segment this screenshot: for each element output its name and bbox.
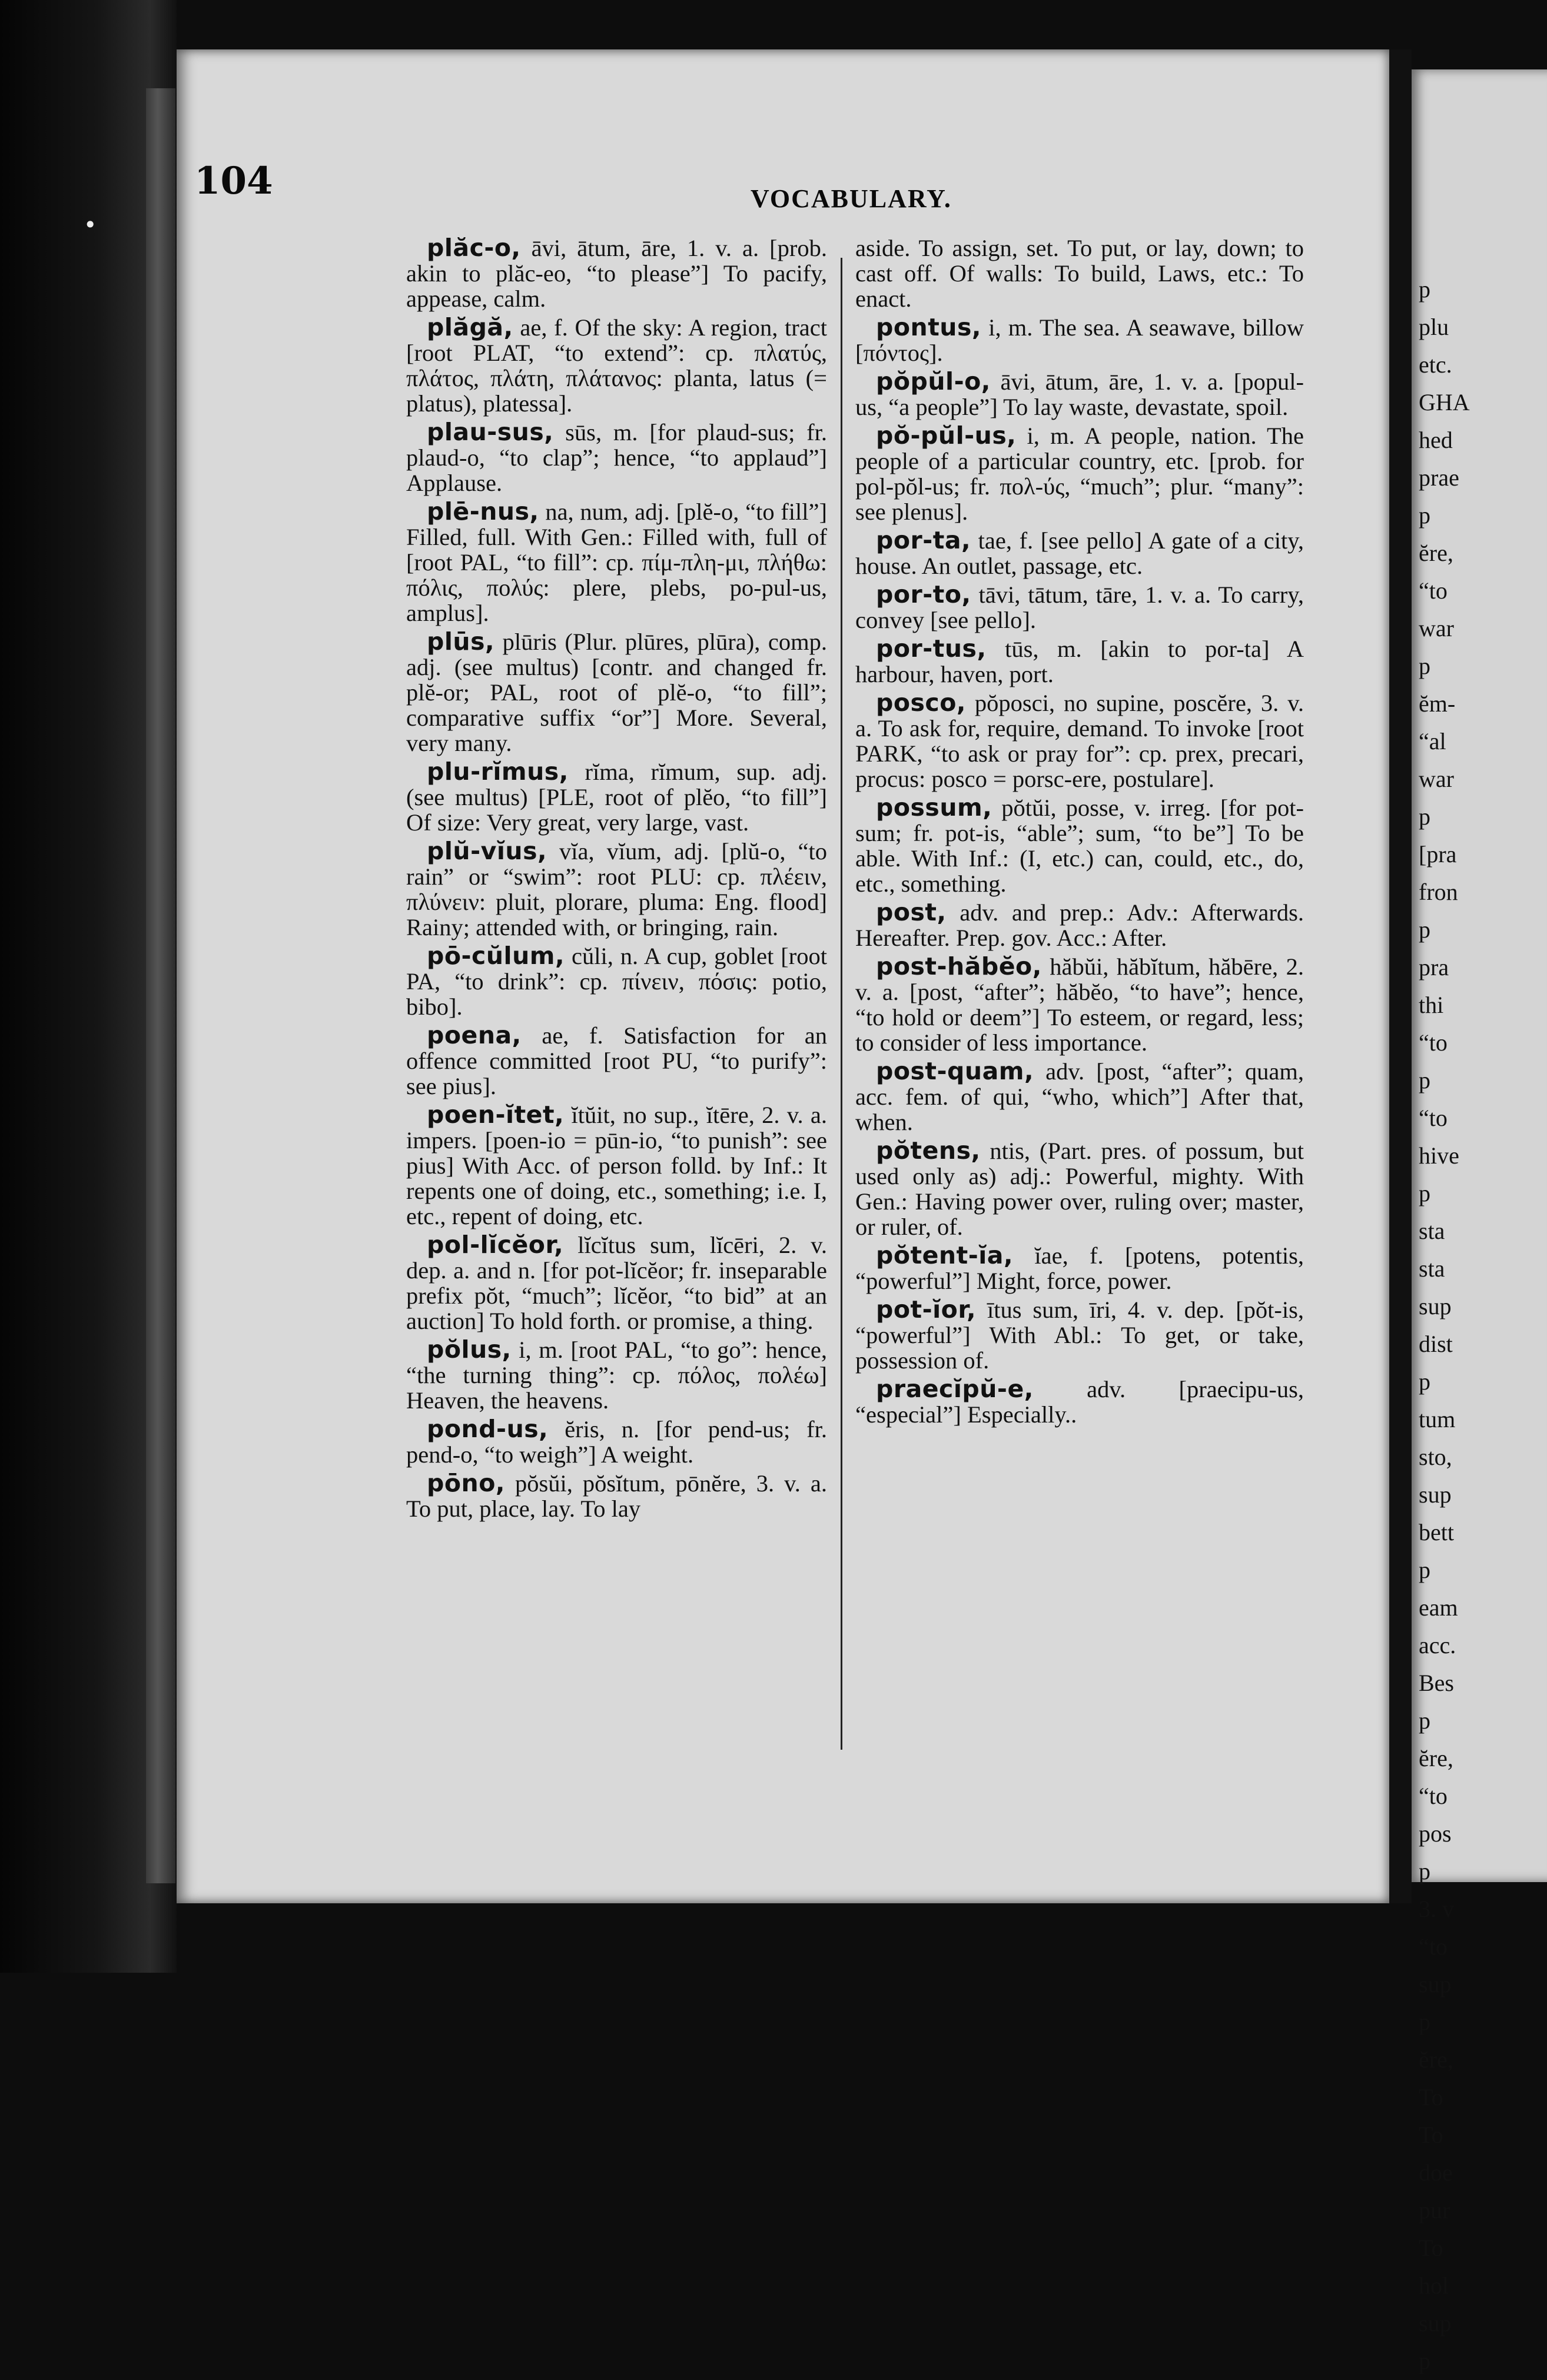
- dictionary-entry: [855, 582, 1304, 633]
- left-column: [406, 235, 827, 1525]
- facing-page-fragment: To: [1419, 2122, 1443, 2148]
- facing-page-fragment: p: [1419, 1858, 1430, 1884]
- entry-headword: pŏtent-ĭa,: [876, 1241, 1014, 1269]
- entry-definition: i, m. The sea. A seawave, billow [πόντος].: [855, 314, 1304, 366]
- entry-headword: plau-sus,: [427, 418, 554, 446]
- dictionary-entry: [855, 528, 1304, 579]
- facing-page-fragment: sto,: [1419, 1444, 1452, 1470]
- dictionary-entry: [406, 943, 827, 1019]
- facing-page-fragment: To: [1419, 2084, 1443, 2110]
- entry-definition: ĭae, f. [potens, potentis, “powerful”] Might, force, power.: [855, 1242, 1304, 1294]
- entry-headword: plē-nus,: [427, 497, 539, 526]
- facing-page-fragment: “to: [1419, 577, 1448, 604]
- dictionary-entry: [855, 369, 1304, 420]
- page-number: 104: [194, 159, 273, 203]
- facing-page-fragment: war: [1419, 766, 1454, 792]
- facing-page-fragment: [pra: [1419, 841, 1457, 867]
- entry-definition: ae, f. Satisfaction for an offence committed [root PU, “to purify”: see pius].: [406, 1022, 827, 1099]
- dictionary-entry: [406, 1417, 827, 1467]
- facing-page-fragment: bett: [1419, 1519, 1454, 1545]
- facing-page-fragment: war: [1419, 615, 1454, 641]
- dictionary-entry: [855, 954, 1304, 1055]
- entry-definition: plūris (Plur. plūres, plūra), comp. adj. (see multus) [contr. and changed fr. plĕ-or; PAL, root of plĕ-o, “to fill”; comparative suffix “or”] More. Several, very many.: [406, 629, 827, 756]
- entry-definition: tāvi, tātum, tāre, 1. v. a. To carry, convey [see pello].: [855, 581, 1304, 633]
- facing-page-fragment: sta: [1419, 1218, 1445, 1244]
- entry-headword: por-tus,: [876, 634, 987, 663]
- dictionary-entry: [855, 1059, 1304, 1135]
- facing-page-fragment: hol: [1419, 2272, 1449, 2299]
- dictionary-entry: [406, 1102, 827, 1229]
- dictionary-entry: [406, 499, 827, 626]
- entry-headword: pontus,: [876, 313, 981, 341]
- facing-page-fragment: “to: [1419, 1933, 1448, 1960]
- facing-page-fragment: To: [1419, 2235, 1443, 2261]
- dictionary-entry: [406, 1023, 827, 1099]
- facing-page-text: [1419, 271, 1547, 2380]
- facing-page-fragment: sup: [1419, 2310, 1452, 2336]
- facing-page-fragment: ĕre,: [1419, 2046, 1453, 2073]
- facing-page-fragment: acc.: [1419, 1632, 1456, 1658]
- entry-definition: ĭtŭit, no sup., ĭtēre, 2. v. a. impers. [poen-io = pūn-io, “to punish”: see pius] With Acc. of person folld. by Inf.: It repents one of doing, etc., something; i.e. I, etc., repent of doing, etc.: [406, 1102, 828, 1229]
- facing-page-fragment: p: [1419, 1180, 1430, 1206]
- entry-headword: poen-ĭtet,: [427, 1101, 565, 1129]
- dust-speck: •: [84, 212, 97, 238]
- entry-headword: plūs,: [427, 627, 495, 656]
- facing-page-fragment: plu: [1419, 314, 1449, 340]
- facing-page-fragment: “to: [1419, 1783, 1448, 1809]
- entry-definition: i, m. A people, nation. The people of a particular country, etc. [prob. for pol-pŏl-us; fr. πολ-ύς, “much”; plur. “many”: see plenus].: [855, 423, 1304, 525]
- facing-page-fragment: GHA: [1419, 389, 1470, 415]
- right-column: [855, 235, 1304, 1431]
- entry-definition: rĭma, rĭmum, sup. adj. (see multus) [PLE, root of plĕo, “to fill”] Of size: Very great, very large, vast.: [406, 759, 828, 836]
- dictionary-entry: [406, 420, 827, 496]
- entry-definition: pŏtŭi, posse, v. irreg. [for pot-sum; fr. pot-is, “able”; sum, “to be”] To be able. With Inf.: (I, etc.) can, could, etc., do, etc., something.: [855, 795, 1304, 897]
- facing-page-fragment: p: [1419, 502, 1430, 528]
- entry-headword: plŭ-vĭus,: [427, 837, 547, 865]
- dictionary-entry: [406, 1471, 827, 1521]
- facing-page-fragment: hed: [1419, 427, 1453, 453]
- entry-definition: ae, f. Of the sky: A region, tract [root PLAT, “to extend”: cp. πλατύς, πλάτος, πλάτη, πλάτανος: planta, latus (= platus), platessa].: [406, 314, 827, 417]
- dictionary-entry: [855, 795, 1304, 896]
- facing-page-fragment: p: [1419, 653, 1430, 679]
- facing-page-fragment: etc.: [1419, 351, 1452, 378]
- entry-definition: ĕris, n. [for pend-us; fr. pend-o, “to weigh”] A weight.: [406, 1416, 828, 1468]
- entry-definition: tūs, m. [akin to por-ta] A harbour, haven, port.: [855, 636, 1304, 687]
- facing-page-fragment: ĕre,: [1419, 540, 1453, 566]
- facing-page-fragment: p: [1419, 1557, 1430, 1583]
- entry-headword: plăc-o,: [427, 234, 521, 262]
- entry-headword: post,: [876, 898, 947, 926]
- facing-page-fragment: sup: [1419, 1293, 1452, 1319]
- dictionary-entry: [406, 759, 827, 835]
- entry-definition: adv. [praecipu-us, “especial”] Especially..: [855, 1376, 1304, 1428]
- column-divider: [841, 258, 842, 1750]
- entry-headword: praecĭpŭ-e,: [876, 1375, 1034, 1403]
- facing-page-fragment: sta: [1419, 1255, 1445, 1282]
- entry-headword: pōno,: [427, 1469, 505, 1497]
- entry-definition: ītus sum, īri, 4. v. dep. [pŏt-is, “powerful”] With Abl.: To get, or take, possession of.: [855, 1297, 1304, 1374]
- facing-page-fragment: pra: [1419, 954, 1449, 980]
- facing-page-fragment: p: [1419, 2009, 1430, 2035]
- facing-page-fragment: p: [1419, 1368, 1430, 1395]
- dictionary-entry: [855, 315, 1304, 365]
- entry-definition: na, num, adj. [plĕ-o, “to fill”] Filled, full. With Gen.: Filled with, full of [root PAL, “to fill”: cp. πίμ-πλη-μι, πλήθω: πόλις, πολύς: plere, plebs, po-pul-us, amplus].: [406, 498, 827, 626]
- entry-headword: pol-lĭcĕor,: [427, 1231, 564, 1259]
- entry-definition: pŏposci, no supine, poscĕre, 3. v. a. To ask for, require, demand. To invoke [root PARK, “to ask or pray for”: cp. prex, precari, procus: posco = porsc-ere, postulare].: [855, 690, 1304, 792]
- facing-page-fragment: p: [1419, 276, 1430, 303]
- facing-page-fragment: doe: [1419, 2159, 1453, 2186]
- dictionary-entry: [855, 423, 1304, 524]
- entry-definition: cŭli, n. A cup, goblet [root PA, “to drink”: cp. πίνειν, πόσις: potio, bibo].: [406, 943, 827, 1020]
- entry-definition: sūs, m. [for plaud-sus; fr. plaud-o, “to clap”; hence, “to applaud”] Applause.: [406, 419, 827, 496]
- entry-headword: plu-rĭmus,: [427, 757, 569, 786]
- dictionary-entry: [406, 235, 827, 311]
- facing-page-fragment: sup: [1419, 1481, 1452, 1508]
- entry-headword: plăgă,: [427, 313, 513, 341]
- entry-definition: pŏsŭi, pŏsĭtum, pōnĕre, 3. v. a. To put, place, lay. To lay: [406, 1470, 827, 1522]
- entry-definition: vĭa, vĭum, adj. [plŭ-o, “to rain” or “swim”: root PLU: cp. πλέειν, πλύνειν: pluit, plorare, pluma: Eng. flood] Rainy; attended with, or bringing, rain.: [406, 838, 827, 940]
- entry-definition: i, m. [root PAL, “to go”: hence, “the turning thing”: cp. πόλος, πολέω] Heaven, the heavens.: [406, 1337, 827, 1414]
- entry-definition: adv. [post, “after”; quam, acc. fem. of qui, “who, which”] After that, when.: [855, 1058, 1304, 1135]
- facing-page-fragment: “to: [1419, 1029, 1448, 1056]
- entry-headword: post-quam,: [876, 1057, 1034, 1085]
- dictionary-entry: [855, 1243, 1304, 1294]
- facing-page-fragment: p: [1419, 1067, 1430, 1093]
- facing-page-fragment: thi: [1419, 992, 1444, 1018]
- facing-page-fragment: prae: [1419, 464, 1459, 491]
- book-binding-edge: [146, 88, 175, 1883]
- facing-page-fragment: pos: [1419, 1820, 1452, 1847]
- entry-headword: poena,: [427, 1021, 522, 1049]
- facing-page-fragment: fron: [1419, 879, 1458, 905]
- dictionary-entry: [406, 629, 827, 756]
- facing-page-fragment: p: [1419, 2348, 1430, 2374]
- facing-page-fragment: sup: [1419, 1971, 1452, 1997]
- facing-page-fragment: pur: [1419, 2197, 1450, 2223]
- entry-headword: por-to,: [876, 580, 971, 609]
- dictionary-entry: [855, 1297, 1304, 1373]
- facing-page-fragment: 3. v: [1419, 1896, 1454, 1922]
- dictionary-entry: [855, 235, 1304, 311]
- facing-page-fragment: ĕm-: [1419, 690, 1456, 717]
- facing-page-fragment: tum: [1419, 1406, 1456, 1432]
- entry-headword: por-ta,: [876, 526, 971, 554]
- dictionary-entry: [406, 1337, 827, 1413]
- dictionary-entry: [855, 690, 1304, 792]
- entry-headword: pŏ-pŭl-us,: [876, 421, 1017, 450]
- facing-page-fragment: p: [1419, 1707, 1430, 1734]
- entry-headword: pond-us,: [427, 1415, 549, 1443]
- running-head: VOCABULARY.: [751, 184, 952, 213]
- facing-page-fragment: Bes: [1419, 1670, 1454, 1696]
- facing-page-fragment: “al: [1419, 728, 1446, 754]
- entry-headword: possum,: [876, 793, 992, 822]
- facing-page-fragment: p: [1419, 803, 1430, 830]
- entry-headword: pō-cŭlum,: [427, 942, 565, 970]
- facing-page-fragment: “to: [1419, 1105, 1448, 1131]
- dictionary-entry: [855, 900, 1304, 950]
- dictionary-entry: [855, 636, 1304, 687]
- page-gutter: [1389, 49, 1412, 1903]
- dictionary-entry: [406, 315, 827, 416]
- entry-headword: posco,: [876, 689, 966, 717]
- entry-definition: āvi, ātum, āre, 1. v. a. [popul-us, “a people”] To lay waste, devastate, spoil.: [855, 368, 1304, 420]
- facing-page-fragment: ĕre,: [1419, 1745, 1453, 1771]
- entry-definition: hăbŭi, hăbĭtum, hăbēre, 2. v. a. [post, “after”; hăbĕo, “to have”; hence, “to hold or deem”] To esteem, or regard, less; to consider of less importance.: [855, 953, 1304, 1056]
- facing-page-fragment: hive: [1419, 1142, 1459, 1169]
- entry-headword: pot-ĭor,: [876, 1295, 977, 1324]
- entry-definition: adv. and prep.: Adv.: Afterwards. Hereafter. Prep. gov. Acc.: After.: [855, 899, 1304, 951]
- dictionary-entry: [406, 1232, 827, 1334]
- facing-page-fragment: dist: [1419, 1331, 1453, 1357]
- dictionary-entry: [406, 839, 827, 940]
- entry-definition: aside. To assign, set. To put, or lay, down; to cast off. Of walls: To build, Laws, etc.: To enact.: [855, 235, 1304, 312]
- entry-headword: pŏtens,: [876, 1136, 981, 1165]
- entry-definition: āvi, ātum, āre, 1. v. a. [prob. akin to plăc-eo, “to please”] To pacify, appease, calm.: [406, 235, 828, 312]
- entry-definition: tae, f. [see pello] A gate of a city, house. An outlet, passage, etc.: [855, 527, 1304, 579]
- entry-definition: ntis, (Part. pres. of possum, but used only as) adj.: Powerful, mighty. With Gen.: Having power over, ruling over; master, or ruler, of.: [855, 1138, 1304, 1240]
- entry-definition: lĭcĭtus sum, lĭcēri, 2. v. dep. a. and n. [for pot-lĭcĕor; fr. inseparable prefix pŏt, “much”; lĭcĕor, “to bid” at an auction] To hold forth. or promise, a thing.: [406, 1232, 827, 1334]
- entry-headword: pŏpŭl-o,: [876, 367, 991, 395]
- facing-page-fragment: p: [1419, 916, 1430, 943]
- entry-headword: post-hăbĕo,: [876, 952, 1042, 980]
- facing-page-fragment: eam: [1419, 1594, 1458, 1621]
- dictionary-entry: [855, 1138, 1304, 1239]
- dictionary-entry: [855, 1377, 1304, 1427]
- entry-headword: pŏlus,: [427, 1335, 512, 1364]
